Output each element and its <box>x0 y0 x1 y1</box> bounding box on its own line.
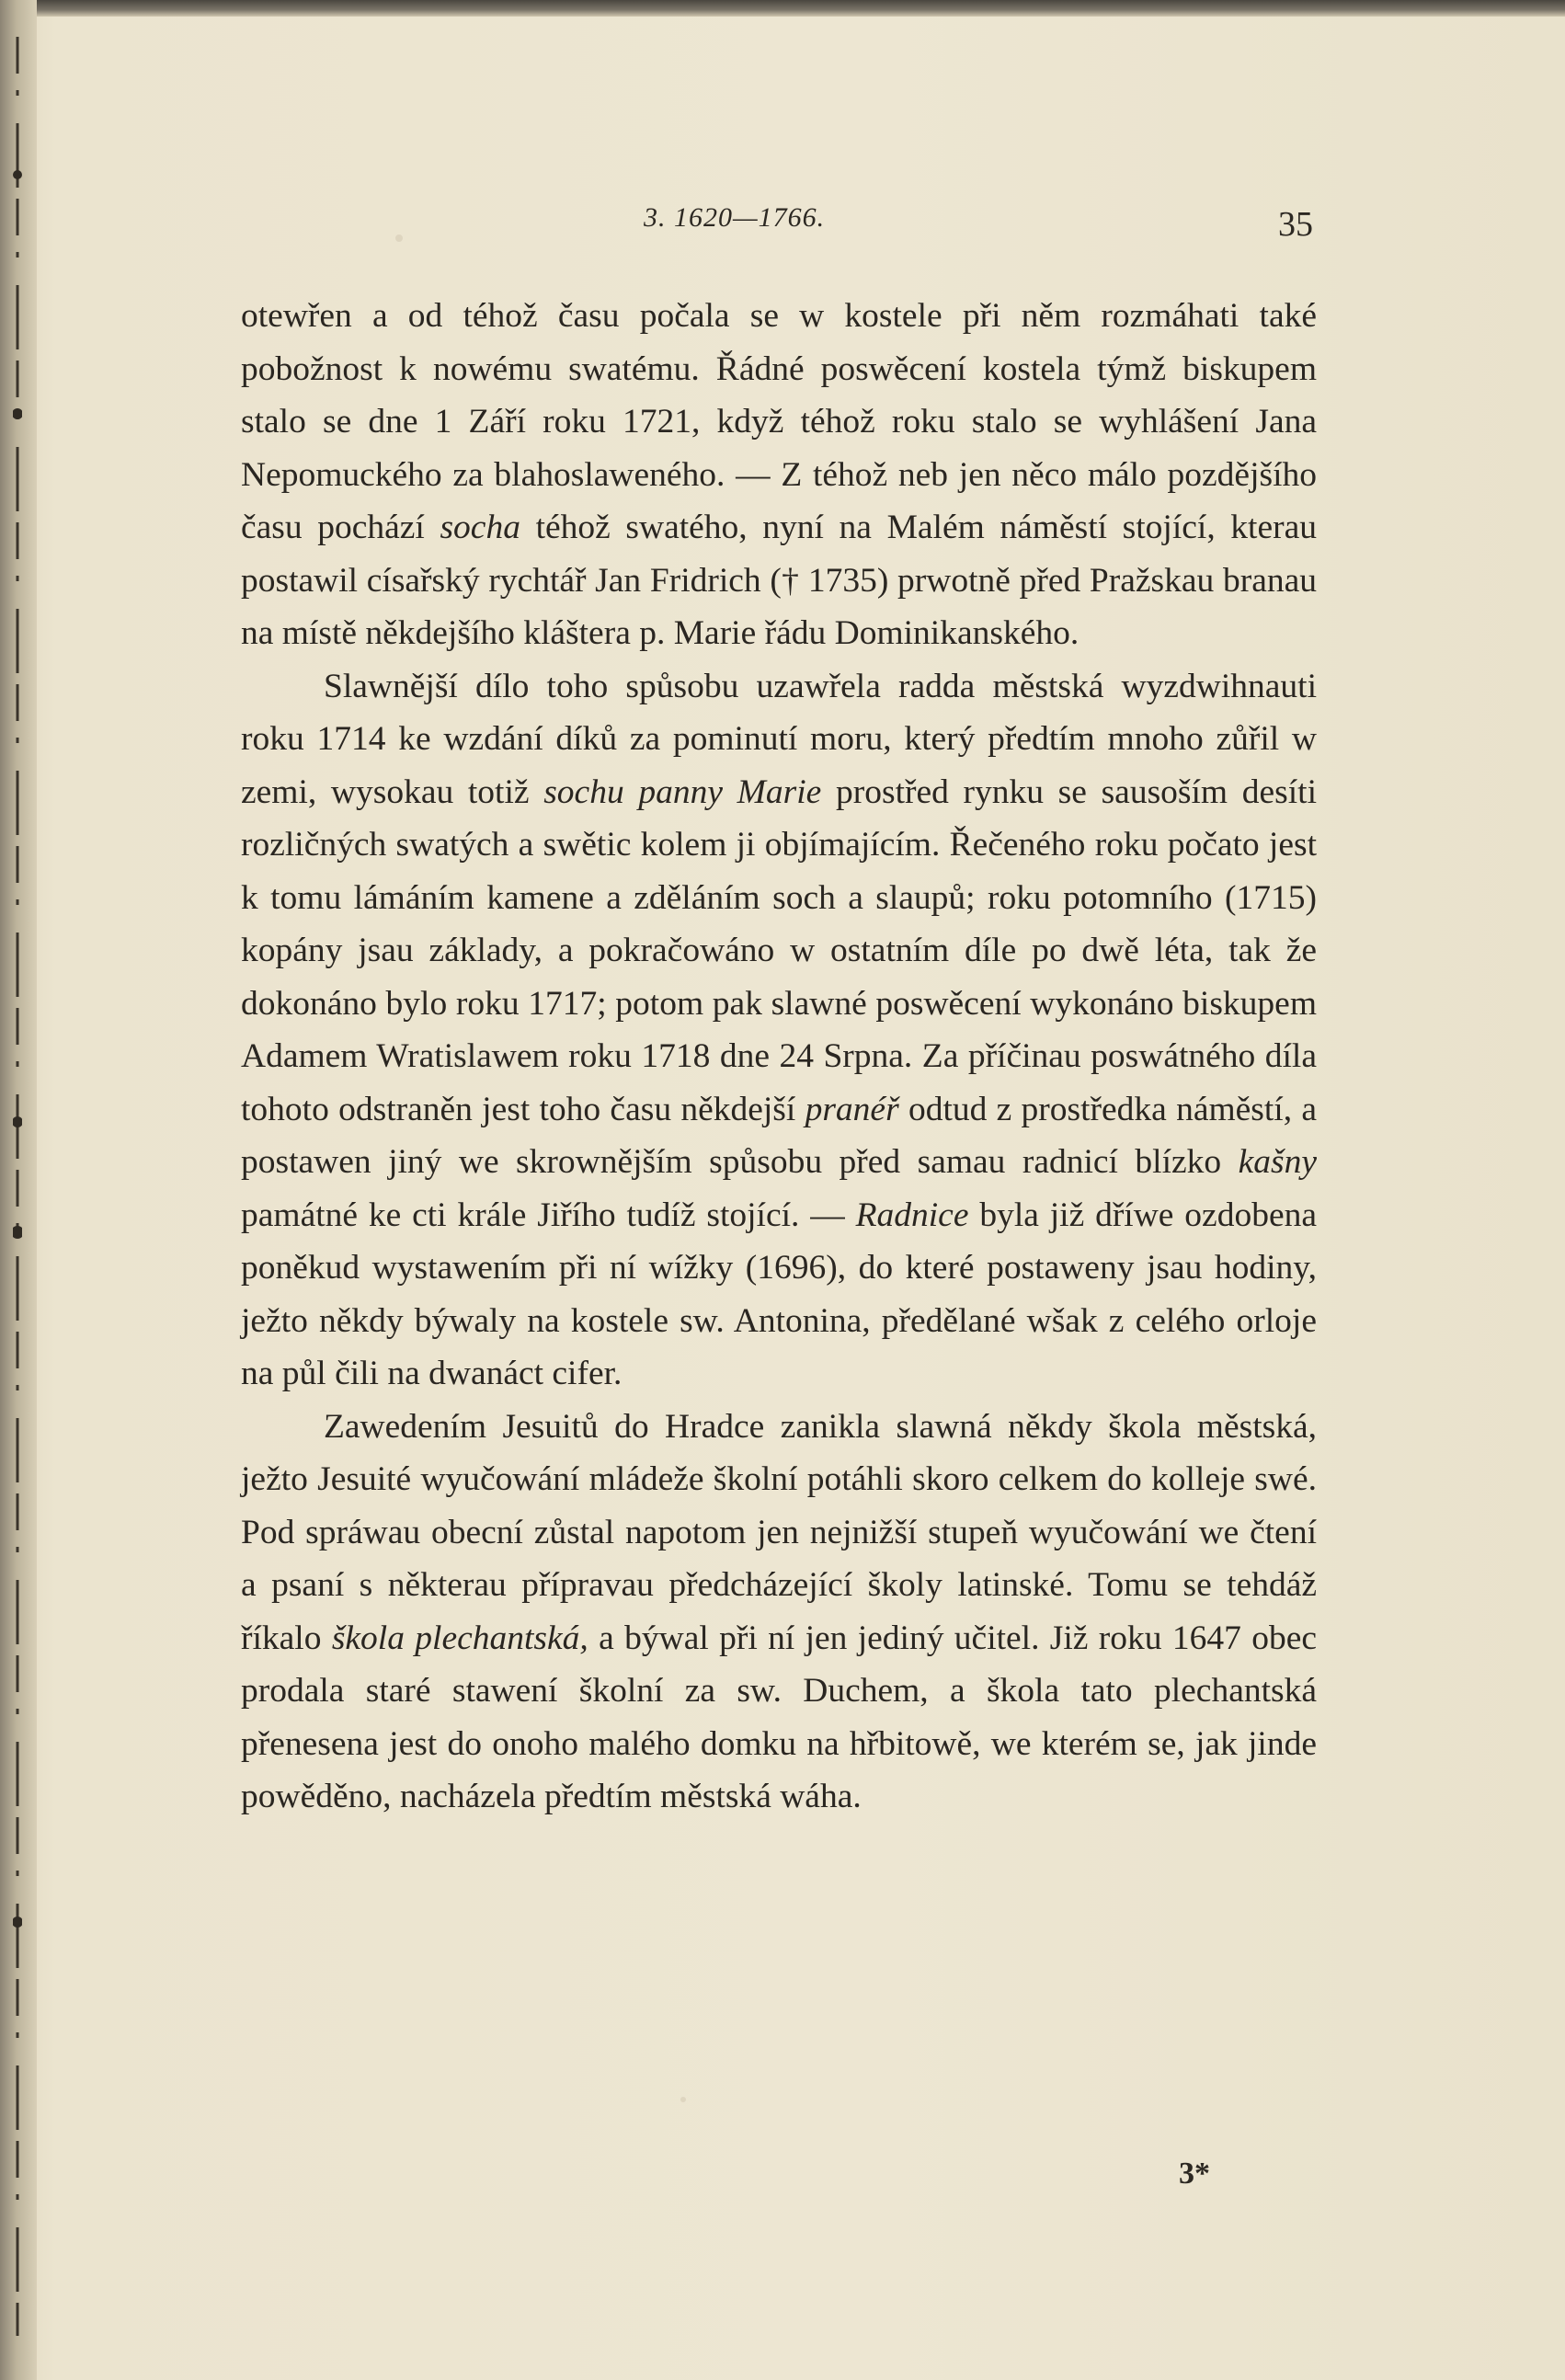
italic-term: kašny <box>1238 1143 1317 1181</box>
paper-foxing-spot <box>680 2097 686 2102</box>
page-number: 35 <box>1278 205 1313 244</box>
text-run: otewřen a od téhož času počala se w kostele při něm rozmáhati také pobožnost k nowému swatému. Řádné poswěcení kostela týmž biskupem stalo se dne 1 Září roku 1721, když téhož roku stalo se wyhlášení Jana Nepomuckého za blahoslaweného. — Z téhož neb jen něco málo pozdějšího času pochází <box>241 297 1317 546</box>
binding-thread-decoration <box>13 37 22 2336</box>
italic-term: Radnice <box>855 1196 969 1234</box>
text-run: téhož swatého, nyní na Malém náměstí stojící, kterau postawil císařský rychtář Jan Fridrich († 1735) prwotně před Pražskau branau na místě někdejšího kláštera p. Marie řádu Dominikanského. <box>241 509 1317 652</box>
paragraph-2 <box>241 660 1317 1401</box>
text-run: Slawnější dílo toho spůsobu uzawřela radda městská wyzdwihnauti roku 1714 ke wzdání díků za pominutí moru, který předtím mnoho zůřil w zemi, wysokau totiž <box>241 667 1317 811</box>
text-run: památné ke cti krále Jiřího tudíž stojící. — <box>241 1196 856 1234</box>
paragraph-1 <box>241 290 1317 660</box>
text-run: Zawedením Jesuitů do Hradce zanikla slawná někdy škola městská, ježto Jesuité wyučowání mládeže školní potáhli skoro celkem do kolleje swé. Pod spráwau obecní zůstal napotom jen nejnižší stupeň wyučowání we čtení a psaní s některau přípravau předcházející školy latinské. Tomu se tehdáž říkalo <box>241 1407 1317 1657</box>
running-title: 3. 1620—1766. <box>644 202 826 233</box>
binding-gutter <box>0 0 37 2380</box>
text-run: a býwal při ní jen jediný učitel. Již roku 1647 obec prodala staré stawení školní za sw. Duchem, a škola tato plechantská přenesena jest do onoho malého domku na hřbitowě, we kterém se, jak jinde powěděno, nacházela předtím městská wáha. <box>241 1619 1317 1815</box>
italic-term: pranéř <box>805 1090 899 1128</box>
page-top-edge <box>0 0 1565 17</box>
text-run: odtud z prostředka náměstí, a postawen jiný we skrownějším spůsobu před samau radnicí blízko <box>241 1090 1317 1181</box>
italic-term: socha <box>440 509 520 546</box>
italic-term: škola plechantská, <box>331 1619 588 1657</box>
paragraph-3 <box>241 1401 1317 1824</box>
text-body <box>241 290 1317 1824</box>
text-run: byla již dříwe ozdobena poněkud wystawením při ní wížky (1696), do které postaweny jsau hodiny, ježto někdy býwaly na kostele sw. Antonina, předělané wšak z celého orloje na půl čili na dwanáct cifer. <box>241 1196 1317 1392</box>
text-run: prostřed rynku se sausoším desíti rozličných swatých a swětic kolem ji objímajícím. Řečeného roku počato jest k tomu lámáním kamene a zděláním soch a slaupů; roku potomního (1715) kopány jsau základy, a pokračowáno w ostatním díle po dwě léta, tak že dokonáno bylo roku 1717; potom pak slawné poswěcení wykonáno biskupem Adamem Wratislawem roku 1718 dne 24 Srpna. Za příčinau poswátného díla tohoto odstraněn jest toho času někdejší <box>241 772 1317 1128</box>
running-head <box>0 202 1565 244</box>
signature-mark: 3* <box>1179 2157 1210 2191</box>
italic-term: sochu panny Marie <box>543 772 822 811</box>
